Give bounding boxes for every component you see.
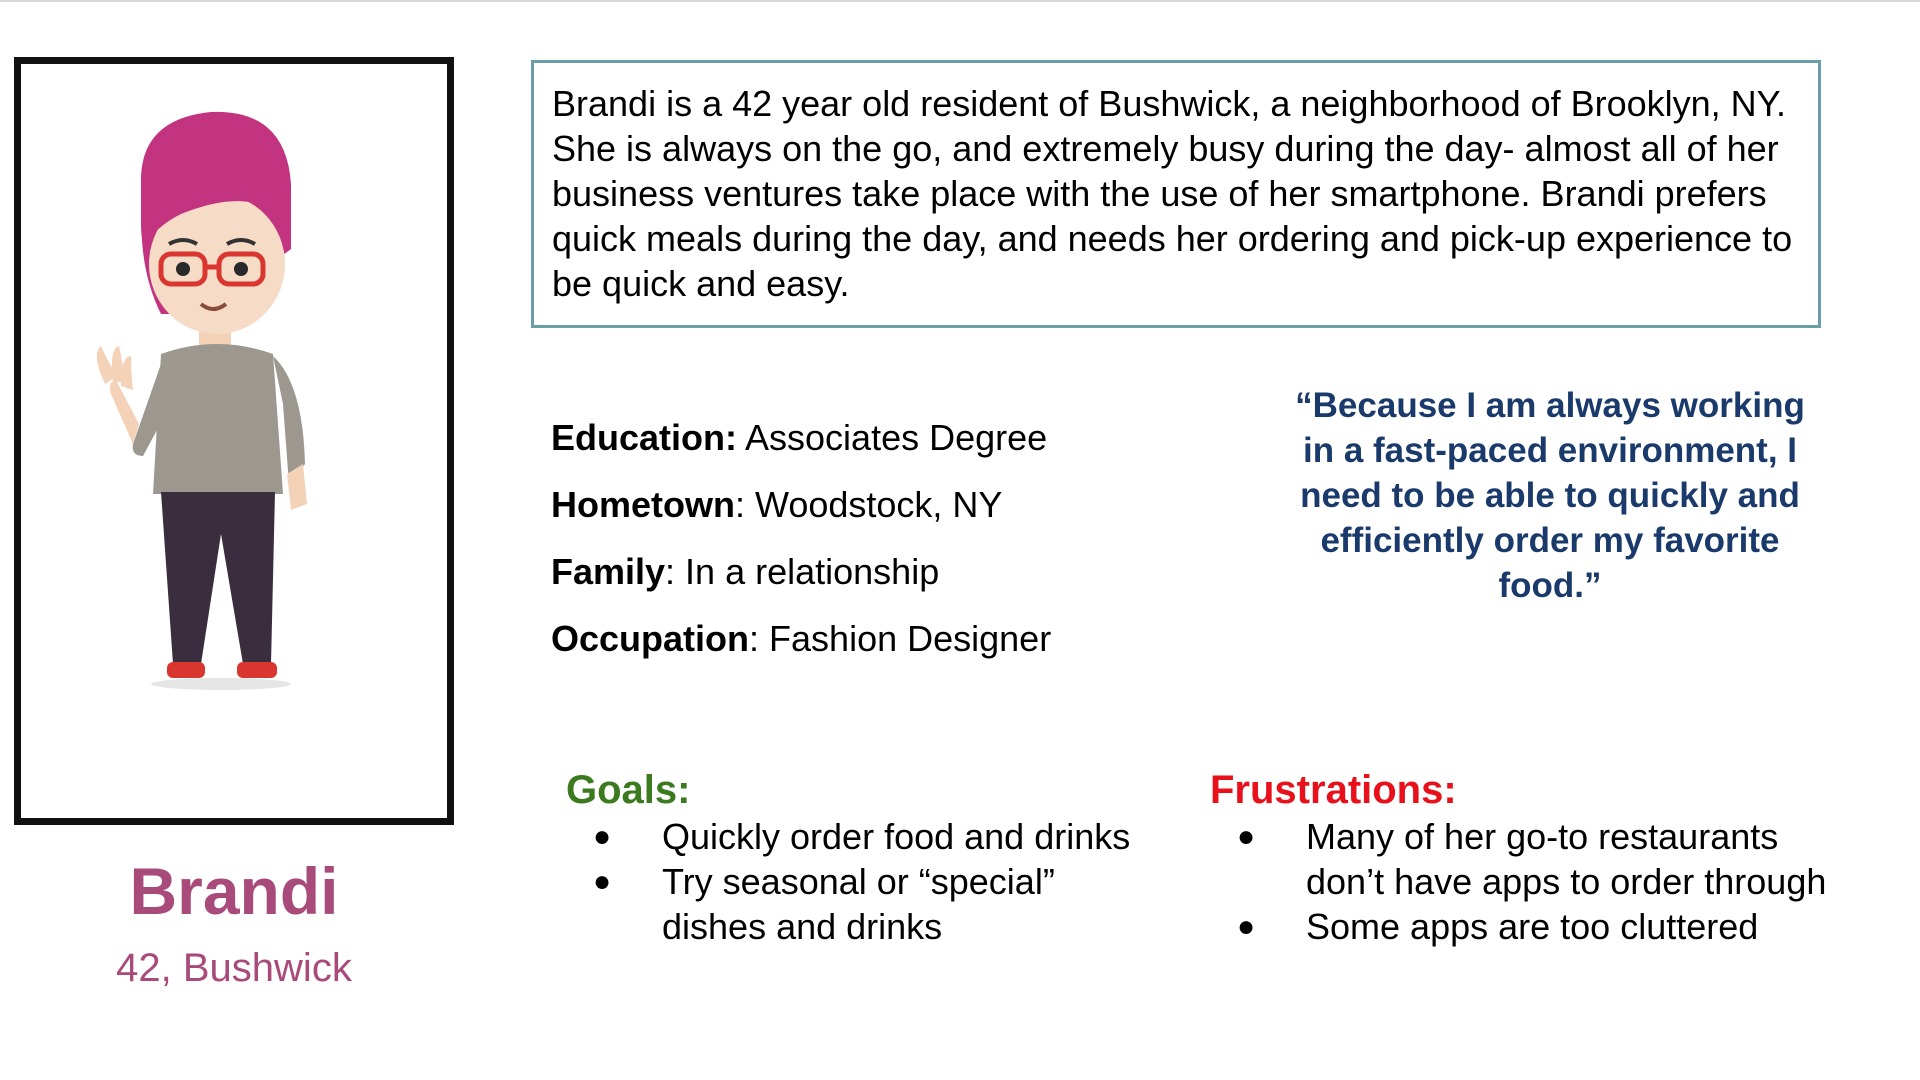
- persona-details: [551, 416, 1171, 684]
- cartoon-woman-waving-icon: [21, 64, 447, 818]
- detail-occupation: [551, 617, 1171, 661]
- detail-value: : In a relationship: [665, 551, 940, 592]
- goals-list: [566, 814, 1166, 949]
- goals-section: [566, 766, 1166, 949]
- detail-education: [551, 416, 1171, 460]
- persona-name: Brandi: [129, 854, 339, 928]
- detail-family: [551, 550, 1171, 594]
- detail-label: Education:: [551, 417, 737, 458]
- frustrations-section: [1210, 766, 1850, 949]
- detail-label: Occupation: [551, 618, 750, 659]
- bio-text: Brandi is a 42 year old resident of Bushwick, a neighborhood of Brooklyn, NY. She is always on the go, and extremely busy during the day- almost all of her business ventures take place with the use of her smartphone. Brandi prefers quick meals during the day, and needs her ordering and pick-up experience to be quick and easy.: [531, 60, 1821, 328]
- list-item: [1210, 904, 1850, 949]
- frustration-text: Some apps are too cluttered: [1306, 906, 1759, 947]
- detail-hometown: [551, 483, 1171, 527]
- goal-text: Try seasonal or “special” dishes and drinks: [662, 861, 1055, 947]
- bullet-icon: ●: [593, 820, 612, 853]
- frustrations-title: Frustrations:: [1210, 768, 1457, 812]
- bullet-icon: ●: [1237, 910, 1256, 943]
- goals-title: Goals:: [566, 768, 691, 812]
- bullet-icon: ●: [593, 865, 612, 898]
- detail-value: Associates Degree: [737, 417, 1048, 458]
- persona-age-location: 42, Bushwick: [116, 946, 352, 990]
- portrait-frame: [14, 57, 454, 825]
- frustration-text: Many of her go-to restaurants don’t have apps to order through: [1306, 816, 1827, 902]
- frustrations-list: [1210, 814, 1850, 949]
- list-item: [566, 859, 1166, 949]
- detail-label: Hometown: [551, 484, 735, 525]
- persona-quote: “Because I am always working in a fast-paced environment, I need to be able to quickly and efficiently order my favorite food.”: [1295, 386, 1805, 605]
- top-divider: [0, 0, 1920, 2]
- goal-text: Quickly order food and drinks: [662, 816, 1131, 857]
- list-item: [566, 814, 1166, 859]
- detail-value: : Fashion Designer: [749, 618, 1052, 659]
- list-item: [1210, 814, 1850, 904]
- bullet-icon: ●: [1237, 820, 1256, 853]
- detail-label: Family: [551, 551, 666, 592]
- detail-value: : Woodstock, NY: [735, 484, 1003, 525]
